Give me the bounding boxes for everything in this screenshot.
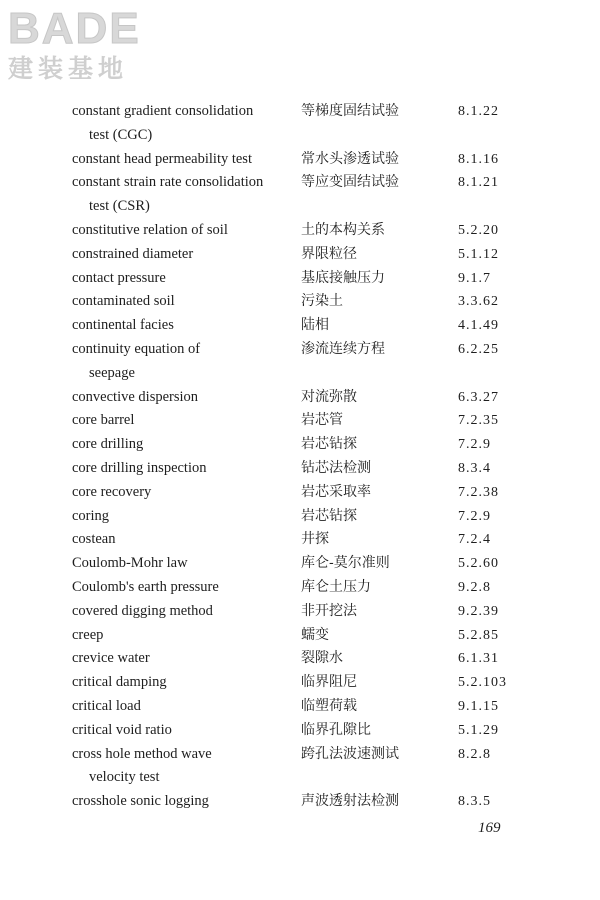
section-number: 9.2.8: [458, 580, 491, 595]
english-term-continuation: test (CGC): [89, 126, 153, 143]
chinese-translation: 土的本构关系: [301, 222, 385, 238]
english-term: [72, 386, 292, 410]
chinese-translation: 钻芯法检测: [301, 460, 371, 476]
chinese-translation: 库仑土压力: [301, 579, 371, 595]
english-term: [72, 790, 292, 814]
section-number: 9.1.15: [458, 699, 499, 714]
english-term: [72, 338, 292, 386]
chinese-translation: 声波透射法检测: [301, 793, 399, 810]
section-number: 7.2.9: [458, 508, 491, 524]
english-term: [72, 505, 292, 529]
english-term-line: constrained diameter: [72, 245, 194, 262]
english-term-line: critical damping: [72, 674, 167, 691]
english-term-line: constant strain rate consolidation: [72, 174, 264, 191]
chinese-translation: 对流弥散: [301, 388, 357, 405]
english-term-line: core drilling inspection: [72, 460, 207, 476]
english-term-line: cross hole method wave: [72, 745, 212, 762]
section-number: 6.3.27: [458, 389, 499, 405]
section-number: 8.1.21: [458, 175, 499, 191]
section-number: 9.2.39: [458, 603, 499, 619]
english-term-line: constant gradient consolidation: [72, 103, 254, 119]
english-term-line: Coulomb-Mohr law: [72, 555, 188, 572]
chinese-translation: 岩芯钻探: [301, 436, 357, 453]
section-number: 5.2.103: [458, 675, 507, 691]
section-number: 5.2.20: [458, 223, 499, 238]
chinese-translation: 等梯度固结试验: [301, 103, 399, 119]
english-term: [72, 433, 292, 457]
english-term: [72, 219, 292, 243]
english-term-line: core recovery: [72, 483, 152, 500]
english-term: [72, 100, 292, 148]
section-number: 7.2.4: [458, 532, 491, 548]
chinese-translation: 常水头渗透试验: [301, 150, 399, 167]
english-term-line: constant head permeability test: [72, 150, 252, 167]
english-term: [72, 576, 292, 600]
english-term-line: creep: [72, 626, 104, 643]
chinese-translation: 蠕变: [301, 626, 329, 643]
english-term: [72, 719, 292, 743]
section-number: 5.1.29: [458, 722, 499, 738]
logo-subtitle: 建装基地: [8, 54, 129, 83]
english-term: [72, 290, 292, 314]
chinese-translation: 污染土: [301, 293, 343, 310]
english-term-line: covered digging method: [72, 602, 213, 619]
section-number: 4.1.49: [458, 318, 499, 334]
chinese-translation: 临界孔隙比: [301, 721, 371, 738]
english-term: [72, 314, 292, 338]
english-term-line: core drilling: [72, 436, 144, 453]
section-number: 6.1.31: [458, 651, 499, 667]
english-term: [72, 647, 292, 671]
english-term-continuation: velocity test: [89, 769, 160, 786]
chinese-translation: 跨孔法波速测试: [301, 745, 399, 762]
chinese-translation: 非开挖法: [301, 602, 357, 619]
english-term: [72, 243, 292, 267]
english-term-line: contaminated soil: [72, 293, 175, 310]
chinese-translation: 等应变固结试验: [301, 174, 399, 191]
english-term: [72, 148, 292, 172]
english-term: [72, 624, 292, 648]
english-term-line: continental facies: [72, 317, 174, 334]
logo-title: BADE: [8, 4, 141, 53]
english-term: [72, 528, 292, 552]
english-term-line: core barrel: [72, 412, 135, 429]
chinese-translation: 界限粒径: [301, 245, 357, 262]
english-term-line: crevice water: [72, 650, 150, 667]
section-number: 8.1.22: [458, 104, 499, 119]
chinese-translation: 陆相: [301, 317, 329, 334]
chinese-translation: 临界阻尼: [301, 674, 357, 691]
english-term: [72, 409, 292, 433]
english-term-line: Coulomb's earth pressure: [72, 579, 219, 595]
section-number: 8.3.4: [458, 461, 491, 476]
chinese-translation: 临塑荷载: [301, 698, 357, 714]
section-number: 3.3.62: [458, 294, 499, 310]
english-term: [72, 171, 292, 219]
section-number: 5.2.60: [458, 556, 499, 572]
section-number: 5.1.12: [458, 246, 499, 262]
section-number: 7.2.9: [458, 437, 491, 453]
english-term-continuation: seepage: [89, 364, 135, 381]
english-term-line: costean: [72, 531, 116, 548]
section-number: 8.1.16: [458, 151, 499, 167]
page-number: 169: [478, 820, 501, 836]
english-term: [72, 743, 292, 791]
english-term: [72, 481, 292, 505]
chinese-translation: 井探: [301, 531, 329, 548]
english-term-line: continuity equation of: [72, 341, 201, 357]
chinese-translation: 库仑-莫尔准则: [301, 555, 390, 572]
english-term: [72, 695, 292, 719]
section-number: 5.2.85: [458, 627, 499, 643]
english-term-line: coring: [72, 507, 110, 524]
section-number: 6.2.25: [458, 342, 499, 357]
english-term: [72, 267, 292, 291]
chinese-translation: 岩芯钻探: [301, 507, 357, 524]
english-term-line: critical load: [72, 698, 141, 714]
english-term: [72, 671, 292, 695]
english-term-continuation: test (CSR): [89, 198, 150, 215]
section-number: 8.2.8: [458, 746, 491, 762]
section-number: 8.3.5: [458, 794, 491, 810]
chinese-translation: 基底接触压力: [301, 269, 385, 286]
section-number: 9.1.7: [458, 270, 491, 286]
chinese-translation: 渗流连续方程: [301, 341, 385, 357]
section-number: 7.2.35: [458, 413, 499, 429]
english-term-line: crosshole sonic logging: [72, 793, 209, 810]
chinese-translation: 岩芯管: [301, 412, 343, 429]
english-term-line: contact pressure: [72, 269, 166, 286]
english-term-line: convective dispersion: [72, 388, 199, 405]
english-term-line: critical void ratio: [72, 721, 172, 738]
section-number: 7.2.38: [458, 484, 499, 500]
english-term: [72, 552, 292, 576]
english-term: [72, 457, 292, 481]
english-term: [72, 600, 292, 624]
publisher-logo: [8, 6, 178, 84]
english-term-line: constitutive relation of soil: [72, 222, 228, 238]
chinese-translation: 裂隙水: [301, 650, 343, 667]
chinese-translation: 岩芯采取率: [301, 483, 371, 500]
